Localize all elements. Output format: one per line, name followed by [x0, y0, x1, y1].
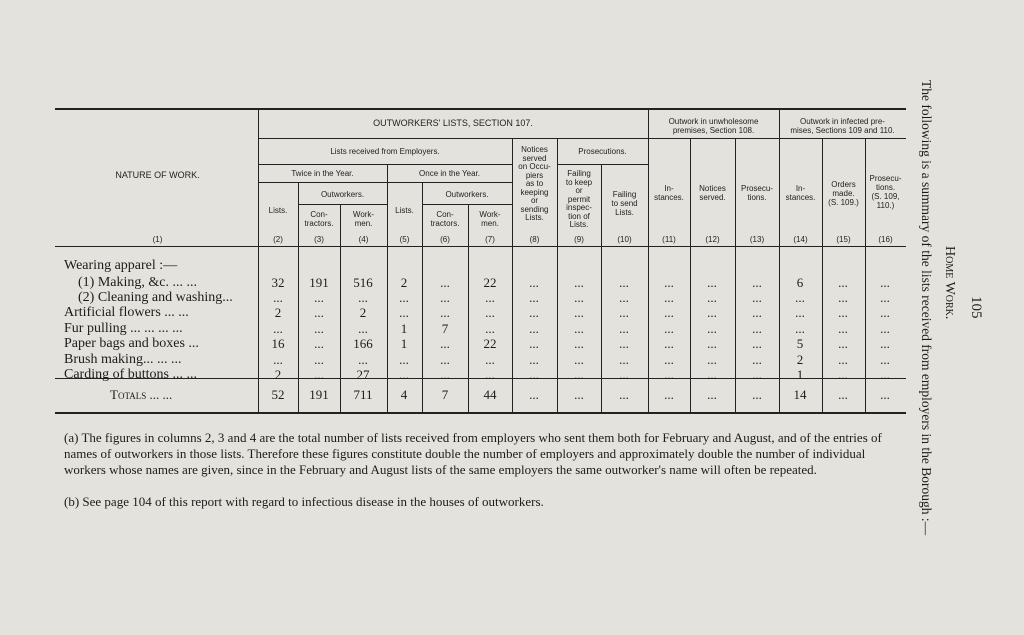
table-cell: 711 — [353, 387, 373, 402]
section-label: Wearing apparel :— — [64, 258, 178, 273]
nature-header: NATURE OF WORK. — [115, 170, 200, 180]
col-num: (11) — [662, 235, 676, 244]
table-cell: ... — [485, 290, 495, 305]
table-cell: ... — [485, 352, 495, 367]
table-cell: 7 — [441, 387, 449, 402]
table-cell: ... — [664, 321, 674, 336]
totals-label: Totals ... ... — [110, 387, 173, 402]
instances-header-11: In- stances. — [654, 184, 684, 202]
table-cell: ... — [273, 290, 283, 305]
table-row-label: Artificial flowers ... ... — [64, 305, 189, 320]
table-cell: 5 — [796, 336, 804, 351]
table-cell: ... — [880, 352, 890, 367]
col-num: (9) — [574, 235, 584, 244]
col-num: (5) — [399, 235, 410, 244]
table-cell: ... — [529, 352, 539, 367]
table-cell: ... — [707, 336, 717, 351]
table-cell: ... — [314, 352, 324, 367]
table-cell: ... — [485, 321, 495, 336]
table-cell: ... — [880, 336, 890, 351]
rule-h2b — [557, 164, 648, 165]
table-cell: ... — [664, 387, 674, 402]
table-cell: 1 — [400, 321, 408, 336]
table-cell: 2 — [274, 367, 282, 382]
table-cell: 2 — [359, 305, 367, 320]
table-cell: ... — [529, 336, 539, 351]
table-cell: ... — [752, 387, 762, 402]
table-cell: ... — [574, 387, 584, 402]
table-cell: ... — [880, 367, 890, 382]
table-cell: ... — [574, 290, 584, 305]
table-cell: ... — [440, 275, 450, 290]
table-cell: ... — [664, 290, 674, 305]
lists-header-2: Lists. — [268, 206, 288, 215]
table-cell: ... — [314, 321, 324, 336]
table-cell: ... — [752, 336, 762, 351]
notices-header-12: Notices served. — [699, 184, 726, 202]
table-cell: ... — [664, 352, 674, 367]
table-cell: ... — [838, 387, 848, 402]
table-cell: ... — [529, 367, 539, 382]
table-cell: 4 — [400, 387, 408, 402]
table-cell: ... — [707, 305, 717, 320]
table-cell: ... — [664, 367, 674, 382]
col-num: (6) — [440, 235, 450, 244]
col-num: (13) — [749, 235, 765, 244]
table-cell: ... — [529, 321, 539, 336]
table-cell: ... — [574, 305, 584, 320]
orders-header-15: Orders made. (S. 109.) — [828, 180, 859, 207]
workmen-header-7: Work- men. — [479, 210, 501, 228]
table-cell: 2 — [274, 305, 282, 320]
col-num: (12) — [705, 235, 720, 244]
table-cell: ... — [619, 275, 629, 290]
twice-header: Twice in the Year. — [291, 169, 354, 178]
table-cell: 191 — [309, 387, 329, 402]
rule-h3 — [258, 182, 512, 183]
table-cell: ... — [880, 321, 890, 336]
col-num: (14) — [793, 235, 808, 244]
rule-h1 — [258, 138, 648, 139]
table-cell: ... — [752, 321, 762, 336]
table-cell: ... — [358, 321, 368, 336]
table-cell: ... — [399, 352, 409, 367]
table-cell: ... — [838, 305, 848, 320]
table-cell: ... — [485, 305, 495, 320]
table-cell: ... — [707, 321, 717, 336]
table-cell: 16 — [271, 336, 285, 351]
table-cell: ... — [314, 305, 324, 320]
table-cell: 52 — [271, 387, 285, 402]
table-cell: ... — [707, 367, 717, 382]
table-cell: ... — [273, 321, 283, 336]
prosecu-header-13: Prosecu- tions. — [740, 184, 773, 202]
table-cell: 2 — [400, 275, 408, 290]
table-cell: ... — [440, 290, 450, 305]
table-cell: ... — [838, 290, 848, 305]
table-cell: ... — [752, 290, 762, 305]
table-cell: ... — [880, 290, 890, 305]
table-cell: ... — [440, 305, 450, 320]
rule-h1b — [648, 138, 906, 139]
table-cell: ... — [619, 321, 629, 336]
table-row-label: Fur pulling ... ... ... ... — [64, 321, 183, 336]
prosecu-header-16: Prosecu- tions. (S. 109, 110.) — [869, 174, 902, 210]
table-cell: ... — [574, 275, 584, 290]
table-cell: ... — [440, 336, 450, 351]
table-cell: ... — [619, 352, 629, 367]
col-num: (15) — [836, 235, 851, 244]
table-cell: ... — [664, 275, 674, 290]
table-cell: ... — [485, 367, 495, 382]
table-cell: 22 — [483, 275, 497, 290]
table-cell: 1 — [796, 367, 804, 382]
table-cell: ... — [440, 367, 450, 382]
table-cell: ... — [707, 290, 717, 305]
once-header: Once in the Year. — [419, 169, 480, 178]
table-cell: 32 — [271, 275, 285, 290]
col-num: (8) — [529, 235, 540, 244]
outworkers-header-twice: Outworkers. — [320, 190, 365, 199]
table-cell: 22 — [483, 336, 497, 351]
table-cell: ... — [399, 367, 409, 382]
table-cell: ... — [838, 275, 848, 290]
failing-send-header: Failing to send Lists. — [611, 190, 638, 217]
table-cell: ... — [574, 352, 584, 367]
table-cell: 14 — [793, 387, 807, 402]
table-cell: ... — [619, 367, 629, 382]
table-cell: ... — [529, 275, 539, 290]
table-cell: ... — [752, 367, 762, 382]
table-row-label: (2) Cleaning and washing... — [78, 290, 233, 305]
table-cell: ... — [838, 352, 848, 367]
table-cell: ... — [838, 336, 848, 351]
table-cell: ... — [664, 305, 674, 320]
rule-h5 — [422, 204, 512, 205]
table-cell: ... — [795, 305, 805, 320]
contractors-header-3: Con- tractors. — [304, 210, 334, 228]
table-cell: ... — [838, 321, 848, 336]
col-num: (4) — [358, 235, 369, 244]
unwholesome-header: Outwork in unwholesome premises, Section 108. — [668, 117, 759, 135]
table-cell: ... — [358, 290, 368, 305]
col-num: (7) — [485, 235, 495, 244]
table-cell: ... — [619, 336, 629, 351]
table-cell: ... — [273, 352, 283, 367]
table-cell: ... — [574, 321, 584, 336]
table-row-label: (1) Making, &c. ... ... — [78, 275, 197, 290]
table-cell: ... — [795, 321, 805, 336]
outworkers-lists-header: OUTWORKERS' LISTS, SECTION 107. — [373, 118, 533, 128]
table-cell: 166 — [353, 336, 373, 351]
table-cell: ... — [707, 275, 717, 290]
lists-received-header: Lists received from Employers. — [330, 147, 440, 156]
footnote-a: (a) The figures in columns 2, 3 and 4 are the total number of lists received from employers who sent them both for February and August, and of the entries of names of outworkers in those lists. Therefore these figures constitute double the number of employers and approximately double the number of individual workers whose names are given, since in the February and August lists of the same employers the same outworker's name will often be repeated. — [64, 430, 882, 477]
table-cell: ... — [752, 275, 762, 290]
table-cell: 191 — [309, 275, 329, 290]
col-num: (1) — [152, 235, 163, 244]
rule-h4 — [298, 204, 387, 205]
rule-h2 — [258, 164, 512, 165]
table-cell: ... — [529, 305, 539, 320]
table-cell: ... — [574, 336, 584, 351]
instances-header-14: In- stances. — [785, 184, 816, 202]
table-cell: ... — [314, 290, 324, 305]
table-cell: ... — [619, 387, 629, 402]
table-cell: 44 — [483, 387, 497, 402]
table-cell: ... — [795, 290, 805, 305]
running-title: Home Work. — [942, 246, 957, 320]
table-row-label: Carding of buttons ... ... — [64, 367, 197, 382]
table-cell: ... — [752, 352, 762, 367]
table-row-label: Brush making... ... ... — [64, 352, 182, 367]
page-number: 105 — [968, 296, 984, 319]
table-cell: ... — [529, 387, 539, 402]
table-cell: ... — [752, 305, 762, 320]
table-cell: ... — [358, 352, 368, 367]
table-cell: ... — [399, 305, 409, 320]
col-num: (16) — [878, 235, 893, 244]
table-cell: 27 — [356, 367, 370, 382]
contractors-header-6: Con- tractors. — [430, 210, 460, 228]
table-cell: 7 — [441, 321, 449, 336]
table-cell: ... — [880, 305, 890, 320]
footnote-b: (b) See page 104 of this report with regard to infectious disease in the houses of outworkers. — [64, 494, 544, 509]
table-cell: 516 — [353, 275, 373, 290]
table-row-label: Paper bags and boxes ... — [64, 336, 199, 351]
table-cell: ... — [619, 305, 629, 320]
prosecutions-header: Prosecutions. — [578, 147, 627, 156]
outworkers-header-once: Outworkers. — [445, 190, 489, 199]
lists-header-5: Lists. — [395, 206, 414, 215]
col-num: (3) — [314, 235, 324, 244]
table-cell: ... — [838, 367, 848, 382]
table-cell: 1 — [400, 336, 408, 351]
table-cell: ... — [707, 387, 717, 402]
table-cell: ... — [619, 290, 629, 305]
table-cell: ... — [440, 352, 450, 367]
table-cell: 6 — [796, 275, 804, 290]
notices-served-header: Notices served on Occu- piers as to keeping or sending Lists. — [518, 145, 551, 222]
table-cell: ... — [880, 387, 890, 402]
table-cell: ... — [529, 290, 539, 305]
table-cell: ... — [574, 367, 584, 382]
table-cell: ... — [399, 290, 409, 305]
failing-keep-header: Failing to keep or permit inspec- tion of Lists. — [565, 169, 593, 229]
table-cell: ... — [314, 336, 324, 351]
workmen-header-4: Work- men. — [352, 210, 375, 228]
col-num: (2) — [273, 235, 283, 244]
table-cell: ... — [707, 352, 717, 367]
table-bottom-rule — [55, 412, 906, 414]
table-cell: ... — [880, 275, 890, 290]
col-num: (10) — [617, 235, 632, 244]
table-cell: ... — [314, 367, 324, 382]
infected-header: Outwork in infected pre- mises, Sections 109 and 110. — [790, 117, 895, 135]
caption: The following is a summary of the lists received from employers in the Borough :— — [919, 80, 934, 536]
table-cell: ... — [664, 336, 674, 351]
table-cell: 2 — [796, 352, 804, 367]
